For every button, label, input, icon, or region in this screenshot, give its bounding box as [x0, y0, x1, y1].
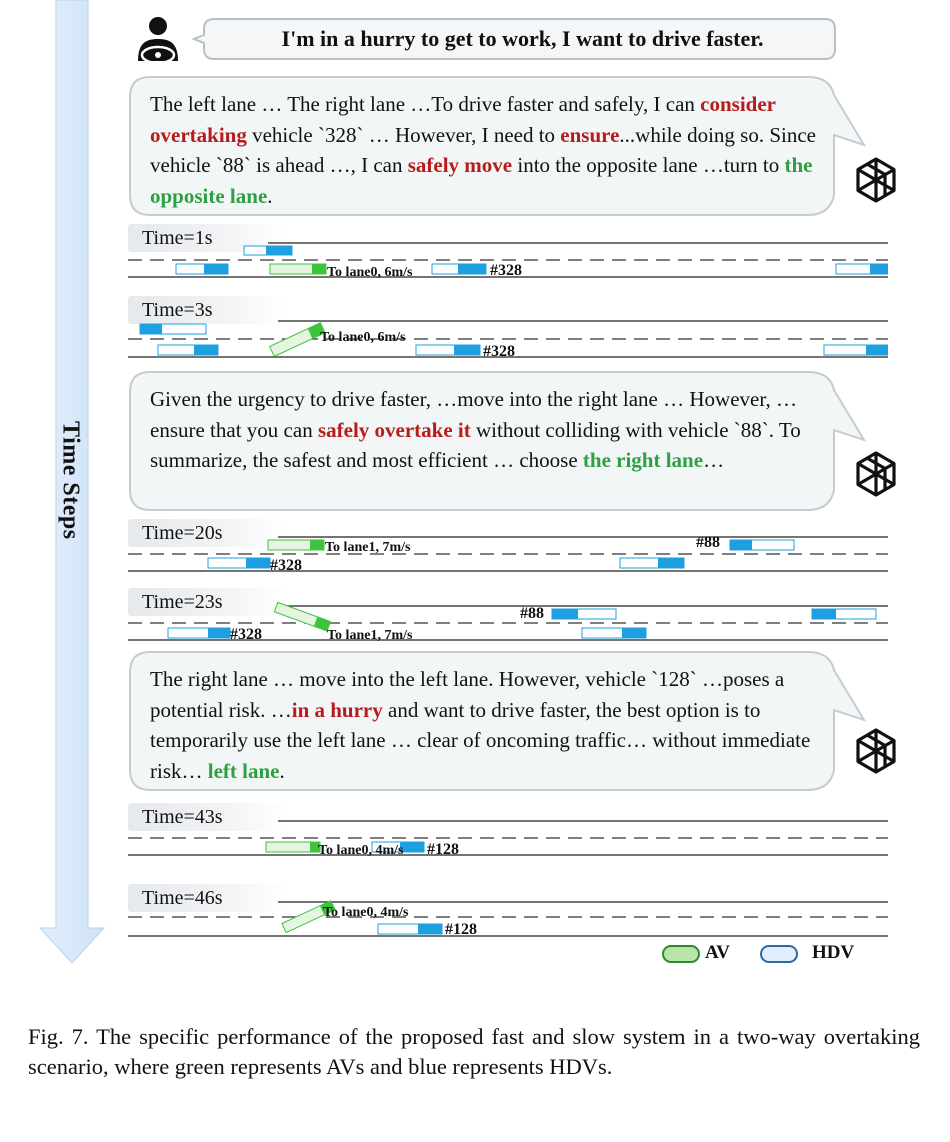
vehicle-id-label: #128 [427, 841, 459, 858]
highlight-red-text: in a hurry [291, 697, 383, 722]
response-text: The right lane … move into the left lane. However, vehicle `128` …poses a potential risk. … [150, 667, 785, 722]
response-text: … [703, 448, 725, 472]
highlight-green-text: the opposite lane [150, 153, 813, 208]
openai-logo-icon [848, 447, 904, 503]
user-message: I'm in a hurry to get to work, I want to drive faster. [281, 26, 764, 51]
road-scene-3 [128, 519, 888, 579]
driver-icon [133, 13, 183, 63]
legend-hdv-label: HDV [812, 942, 855, 963]
vehicle-id-label: #328 [270, 557, 302, 574]
response-text: The left lane … The right lane …To drive faster and safely, I can [150, 92, 701, 116]
vehicle-id-label: #328 [490, 262, 522, 279]
figure-caption: Fig. 7. The specific performance of the proposed fast and slow system in a two-way overtaking scenario, where green represents AVs and blue represents HDVs. [28, 1024, 920, 1079]
vehicle-id-label: #88 [520, 605, 544, 622]
llm-response-3 [150, 664, 825, 786]
av-action-label: To lane0, 6m/s [327, 265, 413, 280]
vehicle-id-label: #128 [445, 921, 477, 938]
vehicle-id-label: #328 [483, 343, 515, 360]
time-steps-label: Time Steps [57, 420, 84, 540]
av-action-label: To lane0, 4m/s [318, 843, 404, 858]
vehicle-id-label: #88 [696, 534, 720, 551]
response-text: . [267, 183, 273, 208]
response-text: into the opposite lane …turn to [512, 153, 785, 177]
timestep-label: Time=46s [128, 884, 288, 912]
timestep-label: Time=20s [128, 519, 288, 547]
response-text: ...while doing so. Since vehicle `88` is ahead …, I can [150, 122, 816, 177]
legend-av-label: AV [705, 942, 730, 963]
response-text: and want to drive faster, the best option is to temporarily use the left lane … clear of oncoming traffic… without immediate risk… [150, 697, 811, 783]
highlight-green-text: left lane [207, 758, 280, 783]
openai-logo-icon [848, 724, 904, 780]
highlight-green-text: the right lane [582, 448, 704, 472]
av-action-label: To lane1, 7m/s [327, 628, 413, 643]
response-text: . [279, 758, 285, 783]
timestep-label: Time=23s [128, 588, 288, 616]
highlight-red-text: safely move [407, 153, 513, 177]
llm-response-2 [150, 384, 825, 476]
road-scene-5 [128, 803, 888, 863]
vehicle-id-label: #328 [230, 626, 262, 643]
openai-logo-icon [848, 153, 904, 209]
highlight-red-text: ensure [560, 122, 620, 147]
av-action-label: To lane0, 4m/s [323, 905, 409, 920]
timestep-label: Time=43s [128, 803, 288, 831]
response-text: Given the urgency to drive faster, …move into the right lane … However, …ensure that you can [150, 387, 798, 442]
av-action-label: To lane1, 7m/s [325, 540, 411, 555]
timestep-label: Time=1s [128, 224, 288, 252]
llm-response-1 [150, 89, 825, 211]
highlight-red-text: consider overtaking [150, 92, 776, 147]
highlight-red-text: safely overtake it [317, 417, 471, 442]
response-text: vehicle `328` … However, I need to [246, 122, 561, 147]
legend-av-swatch [662, 945, 700, 963]
road-scene-6 [128, 884, 888, 944]
av-action-label: To lane0, 6m/s [320, 330, 406, 345]
response-text: without colliding with vehicle `88`. To summarize, the safest and most efficient … choose [150, 417, 801, 472]
legend-hdv-swatch [760, 945, 798, 963]
timestep-label: Time=3s [128, 296, 288, 324]
